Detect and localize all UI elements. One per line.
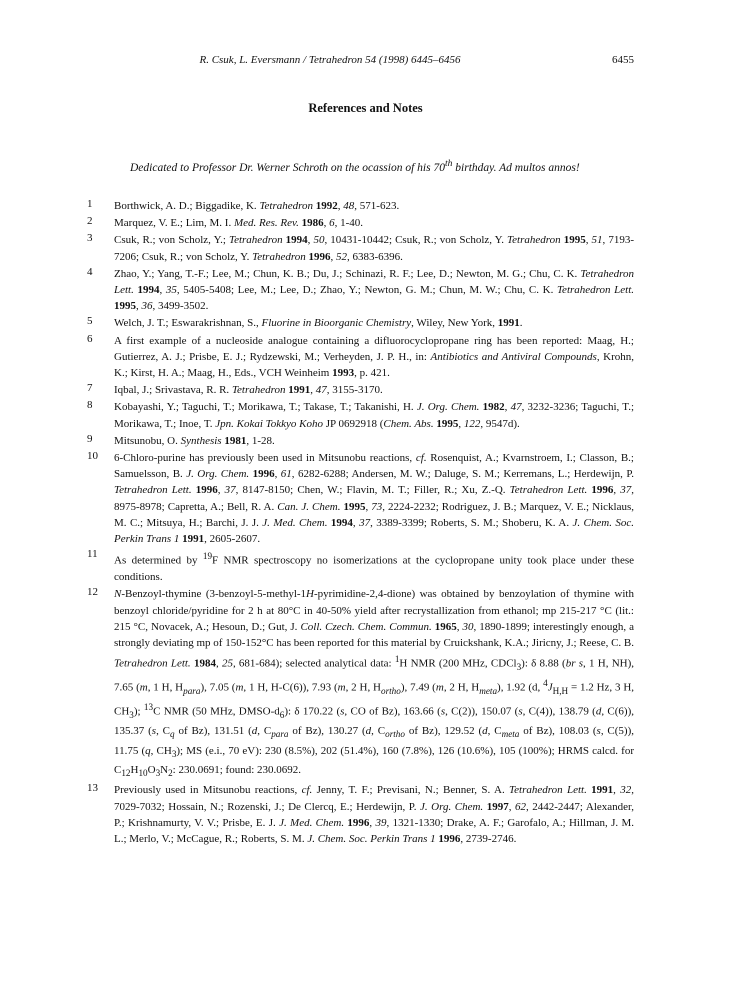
reference-number: 13 [87, 782, 98, 795]
dedication-text-end: birthday. Ad multos annos! [452, 161, 580, 174]
reference-number: 11 [87, 548, 98, 561]
reference-item [0, 215, 731, 231]
reference-text: Zhao, Y.; Yang, T.-F.; Lee, M.; Chun, K. B.; Du, J.; Schinazi, R. F.; Lee, D.; Newton, M. G.; Chu, C. K. Tetrahedron Lett. 1994, 35, 5405-5408; Lee, M.; Lee, D.; Zhao, Y.; Newton, G. M.; Chun, M. W.; Chu, C. K. Tetrahedron Lett. 1995, 36, 3499-3502. [114, 267, 635, 313]
reference-number: 8 [87, 399, 93, 412]
reference-number: 4 [87, 265, 93, 278]
reference-text: Borthwick, A. D.; Biggadike, K. Tetrahedron 1992, 48, 571-623. [114, 200, 400, 212]
reference-text: A first example of a nucleoside analogue containing a difluorocyclopropane ring has been reported: Maag, H.; Gutierrez, A. J.; Prisbe, E. J.; Rydzewski, M.; Verheyden, J. P. H., in: Antibiotics and Antiviral Compounds, Krohn, K.; Kirst, H. A.; Maag, H., Eds., VCH Weinheim 1993, p. 421. [114, 334, 635, 380]
reference-item [0, 399, 731, 431]
reference-text: As determined by $^{19}$F NMR spectroscopy no isomerizations at the cyclopropane unity took place under these conditions. [114, 551, 635, 584]
reference-text: Marquez, V. E.; Lim, M. I. Med. Res. Rev. 1986, 6, 1-40. [114, 217, 363, 230]
reference-text: Csuk, R.; von Scholz, Y.; Tetrahedron 1994, 50, 10431-10442; Csuk, R.; von Scholz, Y. Tetrahedron 1995, 51, 7193-7206; Csuk, R.; von Scholz, Y. Tetrahedron 1996, 52, 6383-6396. [114, 234, 635, 263]
reference-item [0, 333, 731, 382]
reference-number: 9 [87, 432, 93, 445]
dedication-text: Dedicated to Professor Dr. Werner Schroth on the ocassion of his 70 [130, 161, 445, 174]
reference-item [0, 198, 731, 214]
reference-number: 2 [87, 215, 93, 228]
reference-number: 12 [87, 586, 98, 599]
reference-text: Previously used in Mitsunobu reactions, cf. Jenny, T. F.; Previsani, N.; Benner, S. A. Tetrahedron Lett. 1991, 32, 7029-7032; Hossain, N.; Rozenski, J.; De Clercq, E.; Herdewijn, P. J. Org. Chem. 1997, 62, 2442-2447; Alexander, P.; Krishnamurty, V. V.; Prisbe, E. J. J. Med. Chem. 1996, 39, 1321-1330; Drake, A. F.; Garofalo, A.; Hillman, J. M. L.; Merlo, V.; McCague, R.; Roberts, S. M. J. Chem. Soc. Perkin Trans 1 1996, 2739-2746. [114, 784, 635, 846]
reference-list [0, 198, 731, 848]
reference-text: 6-Chloro-purine has previously been used in Mitsunobu reactions, cf. Rosenquist, A.; Kvarnstroem, I.; Classon, B.; Samuelsson, B. J. Org. Chem. 1996, 61, 6282-6288; Andersen, M. W.; Daluge, S. M.; Kerremans, L.; Herdewijn, P. Tetrahedron Lett. 1996, 37, 8147-8150; Chen, W.; Flavin, M. T.; Filler, R.; Xu, Z.-Q. Tetrahedron Lett. 1996, 37, 8975-8978; Capretta, A.; Bell, R. A. Can. J. Chem. 1995, 73, 2224-2232; Rodriguez, J. B.; Marquez, V. E.; Nicklaus, M. C.; Mitsuya, H.; Barchi, J. J. J. Med. Chem. 1994, 37, 3389-3399; Roberts, S. M.; Shoberu, K. A. J. Chem. Soc. Perkin Trans 1 1991, 2605-2607. [114, 452, 635, 546]
reference-item [0, 266, 731, 315]
reference-text: N-Benzoyl-thymine (3-benzoyl-5-methyl-1H-pyrimidine-2,4-dione) was obtained by benzoylation of thymine with benzoyl chloride/pyridine for 2 h at 80°C in 40-50% yield after recrystallization from ethanol; mp 215-217 °C (lit.: 215 °C, Novacek, A.; Hesoun, D.; Gut, J. Coll. Czech. Chem. Commun. 1965, 30, 1890-1899; interestingly enough, a strongly deviating mp of 150-152°C has been reported for this material by Cruickshank, K.A.; Jiricny, J.; Reese, C. B. Tetrahedron Lett. 1984, 25, 681-684); selected analytical data: $^1$H NMR (200 MHz, CDCl$_3$): δ 8.88 (br s, 1 H, NH), 7.65 (m, 1 H, $H_{para}$), 7.05 (m, 1 H, H-C(6)), 7.93 (m, 2 H, $H_{ortho}$), 7.49 (m, 2 H, $H_{meta}$), 1.92 (d, $^4J_{H,H} = 1.2$ Hz, 3 H, $CH_3$); $^{13}$C NMR (50 MHz, DMSO-$d_6$): δ 170.22 (s, CO of Bz), 163.66 (s, C(2)), 150.07 (s, C(4)), 138.79 (d, C(6)), 135.37 (s, $C_q$ of Bz), 131.51 (d, $C_{para}$ of Bz), 130.27 (d, $C_{ortho}$ of Bz), 129.52 (d, $C_{meta}$ of Bz), 108.03 (s, C(5)), 11.75 (q, $CH_3$); MS (e.i., 70 eV): 230 (8.5%), 202 (51.4%), 160 (7.8%), 126 (10.6%), 105 (100%); HRMS calcd. for $C_{12}H_{10}O_3N_2$: 230.0691; found: 230.0692. [114, 588, 635, 779]
reference-text: Mitsunobu, O. Synthesis 1981, 1-28. [114, 434, 275, 447]
reference-text: Kobayashi, Y.; Taguchi, T.; Morikawa, T.; Takase, T.; Takanishi, H. J. Org. Chem. 1982, 47, 3232-3236; Taguchi, T.; Morikawa, T.; Inoe, T. Jpn. Kokai Tokkyo Koho JP 0692918 (Chem. Abs. 1995, 122, 9547d). [114, 401, 635, 430]
reference-number: 3 [87, 232, 93, 245]
reference-item [0, 433, 731, 449]
running-head: R. Csuk, L. Eversmann / Tetrahedron 54 (1998) 6445–6456 [199, 54, 461, 66]
reference-item [0, 232, 731, 264]
section-title: References and Notes [308, 101, 423, 115]
reference-item [0, 782, 731, 847]
dedication-superscript: th [444, 158, 453, 169]
reference-item [0, 315, 731, 331]
reference-number: 10 [87, 450, 98, 463]
reference-item [0, 548, 731, 585]
reference-item [0, 586, 731, 781]
reference-item [0, 382, 731, 398]
dedication [130, 158, 580, 174]
page-number: 6455 [612, 54, 634, 66]
reference-item [0, 450, 731, 547]
reference-number: 7 [87, 382, 93, 395]
reference-number: 5 [87, 315, 93, 328]
reference-number: 1 [87, 198, 93, 210]
reference-number: 6 [87, 332, 93, 345]
reference-text: Welch, J. T.; Eswarakrishnan, S., Fluorine in Bioorganic Chemistry, Wiley, New York, 1991. [114, 317, 523, 330]
reference-text: Iqbal, J.; Srivastava, R. R. Tetrahedron 1991, 47, 3155-3170. [114, 384, 383, 397]
